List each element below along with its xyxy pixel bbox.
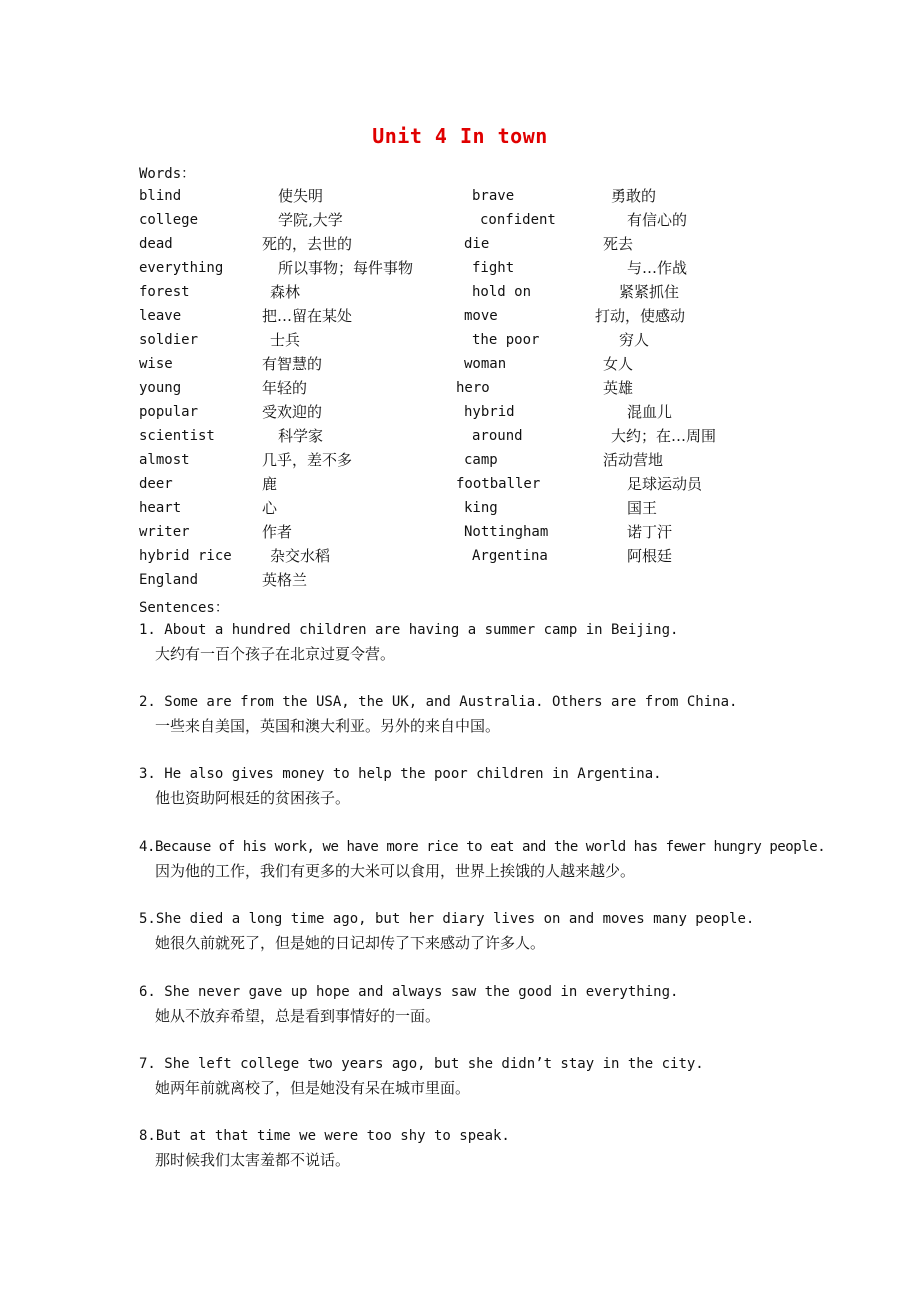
word-chinese: 英格兰 (262, 571, 308, 589)
sentence-english: 5.She died a long time ago, but her diary lives on and moves many people. (139, 911, 755, 927)
word-english: young (139, 380, 182, 396)
word-chinese: 足球运动员 (627, 475, 703, 493)
word-chinese: 紧紧抓住 (619, 283, 680, 301)
word-row (0, 568, 920, 592)
word-row (0, 448, 920, 472)
sentence-chinese: 他也资助阿根廷的贫困孩子。 (155, 789, 351, 807)
word-row (0, 520, 920, 544)
word-english: heart (139, 500, 182, 516)
word-chinese: 穷人 (619, 331, 650, 349)
sentence-english: 1. About a hundred children are having a summer camp in Beijing. (139, 622, 679, 638)
word-english: almost (139, 452, 190, 468)
word-row (0, 256, 920, 280)
word-english: footballer (456, 476, 541, 492)
sentence-item (139, 907, 819, 955)
word-english: wise (139, 356, 173, 372)
word-chinese: 受欢迎的 (262, 403, 323, 421)
word-english: brave (472, 188, 515, 204)
words-heading: Words： (139, 166, 196, 182)
word-row (0, 304, 920, 328)
word-row (0, 400, 920, 424)
word-row (0, 424, 920, 448)
word-chinese: 大约；在…周围 (611, 427, 717, 445)
word-english: blind (139, 188, 182, 204)
sentence-item (139, 618, 819, 666)
word-chinese: 心 (262, 499, 278, 517)
word-chinese: 森林 (270, 283, 301, 301)
word-chinese: 死的，去世的 (262, 235, 353, 253)
sentence-chinese: 她从不放弃希望，总是看到事情好的一面。 (155, 1007, 441, 1025)
page-title: Unit 4 In town (372, 124, 548, 148)
word-row (0, 208, 920, 232)
sentence-item (139, 690, 819, 738)
word-chinese: 鹿 (262, 475, 278, 493)
sentence-chinese: 那时候我们太害羞都不说话。 (155, 1151, 351, 1169)
sentence-english: 4.Because of his work, we have more rice to eat and the world has fewer hungry people. (139, 839, 826, 855)
word-english: die (464, 236, 490, 252)
word-chinese: 女人 (603, 355, 634, 373)
word-chinese: 活动营地 (603, 451, 664, 469)
sentence-chinese: 因为他的工作，我们有更多的大米可以食用，世界上挨饿的人越来越少。 (155, 862, 636, 880)
sentence-item (139, 1052, 819, 1100)
word-chinese: 混血儿 (627, 403, 673, 421)
word-row (0, 376, 920, 400)
word-chinese: 科学家 (278, 427, 324, 445)
word-chinese: 死去 (603, 235, 634, 253)
word-english: writer (139, 524, 190, 540)
sentence-english: 2. Some are from the USA, the UK, and Australia. Others are from China. (139, 694, 738, 710)
sentences-heading: Sentences： (139, 600, 229, 616)
word-chinese: 杂交水稻 (270, 547, 331, 565)
sentence-chinese: 她很久前就死了，但是她的日记却传了下来感动了许多人。 (155, 934, 546, 952)
word-row (0, 328, 920, 352)
word-english: deer (139, 476, 173, 492)
word-english: woman (464, 356, 507, 372)
sentence-chinese: 大约有一百个孩子在北京过夏令营。 (155, 645, 396, 663)
word-chinese: 国王 (627, 499, 658, 517)
word-english: Argentina (472, 548, 548, 564)
sentence-item (139, 835, 826, 883)
word-english: around (472, 428, 523, 444)
word-english: king (464, 500, 498, 516)
word-chinese: 学院,大学 (278, 211, 343, 229)
word-chinese: 有智慧的 (262, 355, 323, 373)
word-english: move (464, 308, 498, 324)
word-row (0, 280, 920, 304)
word-english: soldier (139, 332, 199, 348)
word-english: popular (139, 404, 199, 420)
word-row (0, 352, 920, 376)
word-chinese: 士兵 (270, 331, 301, 349)
word-english: leave (139, 308, 182, 324)
sentence-english: 8.But at that time we were too shy to speak. (139, 1128, 510, 1144)
word-english: hybrid (464, 404, 515, 420)
word-english: fight (472, 260, 515, 276)
sentence-chinese: 一些来自美国，英国和澳大利亚。另外的来自中国。 (155, 717, 501, 735)
word-english: England (139, 572, 199, 588)
word-english: Nottingham (464, 524, 549, 540)
sentence-english: 3. He also gives money to help the poor children in Argentina. (139, 766, 662, 782)
word-chinese: 阿根廷 (627, 547, 673, 565)
word-chinese: 把…留在某处 (262, 307, 353, 325)
word-english: hold on (472, 284, 532, 300)
word-english: scientist (139, 428, 215, 444)
word-english: dead (139, 236, 173, 252)
sentence-english: 7. She left college two years ago, but she didn’t stay in the city. (139, 1056, 704, 1072)
word-row (0, 232, 920, 256)
word-english: forest (139, 284, 190, 300)
word-row (0, 544, 920, 568)
word-chinese: 年轻的 (262, 379, 308, 397)
word-chinese: 勇敢的 (611, 187, 657, 205)
word-english: camp (464, 452, 498, 468)
word-english: hero (456, 380, 490, 396)
sentence-item (139, 980, 819, 1028)
word-english: college (139, 212, 199, 228)
word-english: everything (139, 260, 224, 276)
word-row (0, 184, 920, 208)
word-chinese: 作者 (262, 523, 293, 541)
sentence-chinese: 她两年前就离校了，但是她没有呆在城市里面。 (155, 1079, 471, 1097)
word-chinese: 打动，使感动 (595, 307, 686, 325)
word-english: hybrid rice (139, 548, 232, 564)
word-english: the poor (472, 332, 540, 348)
word-chinese: 使失明 (278, 187, 324, 205)
word-row (0, 472, 920, 496)
sentence-item (139, 1124, 819, 1172)
word-chinese: 与…作战 (627, 259, 688, 277)
sentence-english: 6. She never gave up hope and always saw the good in everything. (139, 984, 679, 1000)
word-english: confident (480, 212, 556, 228)
word-chinese: 几乎，差不多 (262, 451, 353, 469)
sentence-item (139, 762, 819, 810)
word-chinese: 诺丁汗 (627, 523, 673, 541)
word-chinese: 有信心的 (627, 211, 688, 229)
word-chinese: 英雄 (603, 379, 634, 397)
word-row (0, 496, 920, 520)
word-chinese: 所以事物；每件事物 (278, 259, 414, 277)
